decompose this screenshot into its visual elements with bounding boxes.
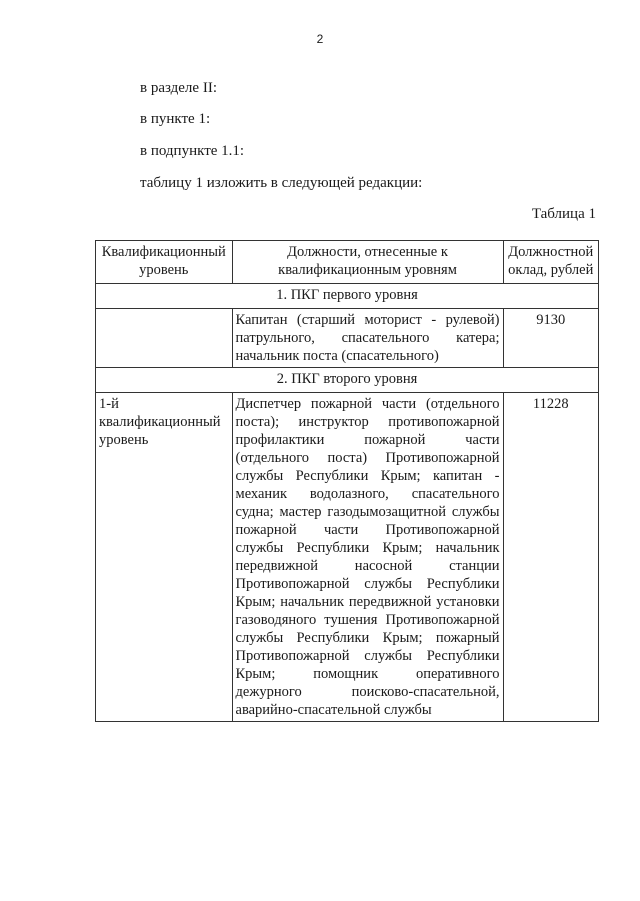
qualification-table xyxy=(95,240,599,722)
group-row xyxy=(96,368,599,393)
paragraph-section: в разделе II: xyxy=(140,80,217,96)
table-row xyxy=(96,393,599,722)
group-title: 2. ПКГ второго уровня xyxy=(96,368,599,393)
salary-cell: 11228 xyxy=(503,393,598,722)
header-positions: Должности, отнесенные к квалификационным уровням xyxy=(232,241,503,284)
salary-cell: 9130 xyxy=(503,309,598,368)
page-number: 2 xyxy=(316,32,324,46)
positions-cell: Диспетчер пожарной части (отдельного поста); инструктор противопожарной профилактики пожарной части (отдельного поста) Противопожарной службы Республики Крым; капитан - механик водолазного, спасательного судна; мастер газодымозащитной службы пожарной части Противопожарной службы Республики Крым; начальник передвижной насосной станции Противопожарной службы Республики Крым; начальник передвижной установки газоводяного тушения Противопожарной службы Республики Крым; пожарный Противопожарной службы Республики Крым; помощник оперативного дежурного поисково-спасательной, аварийно-спасательной службы xyxy=(232,393,503,722)
table-caption: Таблица 1 xyxy=(531,206,596,222)
paragraph-instruction: таблицу 1 изложить в следующей редакции: xyxy=(140,175,423,191)
group-row xyxy=(96,284,599,309)
header-qualification-level: Квалификационный уровень xyxy=(96,241,233,284)
paragraph-subpoint: в подпункте 1.1: xyxy=(140,143,245,159)
paragraph-point: в пункте 1: xyxy=(140,111,211,127)
table-row xyxy=(96,309,599,368)
group-title: 1. ПКГ первого уровня xyxy=(96,284,599,309)
positions-cell: Капитан (старший моторист - рулевой) патрульного, спасательного катера; начальник поста (спасательного) xyxy=(232,309,503,368)
header-salary: Должностной оклад, рублей xyxy=(503,241,598,284)
qualification-level-cell xyxy=(96,309,233,368)
table-header-row xyxy=(96,241,599,284)
qualification-level-cell: 1-й квалификационный уровень xyxy=(96,393,233,722)
